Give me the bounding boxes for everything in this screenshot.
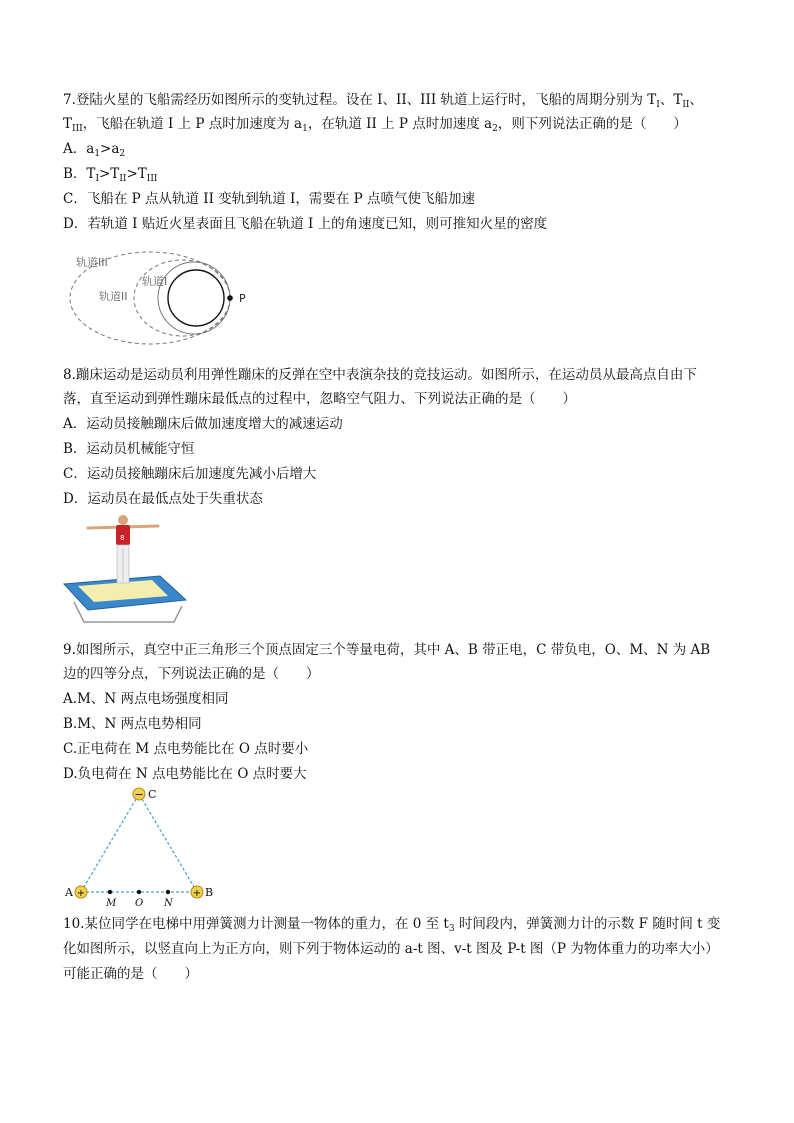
q8-option-b: B．运动员机械能守恒 bbox=[63, 441, 195, 457]
q9-option-a: A.M、N 两点电场强度相同 bbox=[63, 691, 229, 707]
charge-triangle-diagram bbox=[62, 786, 222, 906]
side-ac bbox=[81, 794, 139, 892]
athlete-bib: 8 bbox=[120, 534, 125, 542]
charge-a-sign: + bbox=[76, 888, 86, 899]
point-o-dot bbox=[137, 890, 141, 894]
q8-stem-line1: 8.蹦床运动是运动员利用弹性蹦床的反弹在空中表演杂技的竞技运动。如图所示，在运动员从最高点自由下 bbox=[63, 367, 697, 383]
q7-option-c: C．飞船在 P 点从轨道 II 变轨到轨道 I，需要在 P 点喷气使飞船加速 bbox=[63, 191, 476, 207]
q9-stem-line1: 9.如图所示，真空中正三角形三个顶点固定三个等量电荷，其中 A、B 带正电，C 带负电，O、M、N 为 AB bbox=[63, 642, 711, 658]
point-p-label: P bbox=[239, 292, 246, 305]
trampoline-illustration bbox=[62, 514, 192, 636]
point-p-dot bbox=[227, 295, 233, 301]
charge-c-sign: − bbox=[134, 788, 144, 801]
q9-stem-line2: 边的四等分点，下列说法正确的是（ ） bbox=[63, 666, 320, 682]
orbit-1-label: 轨道I bbox=[142, 275, 168, 288]
mars-circle bbox=[168, 270, 224, 326]
label-o: O bbox=[135, 898, 144, 906]
label-m: M bbox=[106, 898, 117, 906]
q8-option-a: A．运动员接触蹦床后做加速度增大的减速运动 bbox=[63, 416, 343, 432]
q9-option-d: D.负电荷在 N 点电势能比在 O 点时要大 bbox=[63, 766, 307, 782]
q8-option-c: C．运动员接触蹦床后加速度先减小后增大 bbox=[63, 466, 317, 482]
q7-option-a: A．$a_1>a_2$ bbox=[63, 141, 126, 159]
charge-b-sign: + bbox=[192, 888, 202, 899]
q9-option-c: C.正电荷在 M 点电势能比在 O 点时要小 bbox=[63, 741, 309, 757]
side-bc bbox=[139, 794, 197, 892]
label-n: N bbox=[164, 898, 173, 906]
q8-option-d: D．运动员在最低点处于失重状态 bbox=[63, 491, 263, 507]
athlete-head bbox=[118, 515, 128, 525]
point-n-dot bbox=[166, 890, 170, 894]
label-b: B bbox=[205, 886, 214, 899]
orbit-3-label: 轨道III bbox=[76, 256, 108, 269]
orbit-diagram bbox=[66, 244, 266, 354]
q8-stem-line2: 落，直至运动到弹性蹦床最低点的过程中，忽略空气阻力、下列说法正确的是（ ） bbox=[63, 391, 576, 407]
q7-option-b: B．$T_I>T_{II}>T_{III}$ bbox=[63, 166, 158, 184]
point-m-dot bbox=[108, 890, 112, 894]
q9-option-b: B.M、N 两点电势相同 bbox=[63, 716, 202, 732]
q7-stem-line1: 7.登陆火星的飞船需经历如图所示的变轨过程。设在 I、II、III 轨道上运行时，飞船的周期分别为 $T_I$、$T_{II}$、 bbox=[63, 92, 703, 110]
q7-option-d: D．若轨道 I 贴近火星表面且飞船在轨道 I 上的角速度已知，则可推知火星的密度 bbox=[63, 216, 548, 232]
orbit-2-label: 轨道II bbox=[99, 290, 128, 303]
q10-stem-line2: 化如图所示，以竖直向上为正方向，则下列于物体运动的 a-t 图、v-t 图及 P-t 图（P 为物体重力的功率大小） bbox=[63, 941, 719, 957]
q10-stem-line3: 可能正确的是（ ） bbox=[63, 966, 198, 982]
q10-stem-line1: 10.某位同学在电梯中用弹簧测力计测量一物体的重力，在 0 至 $t_3$ 时间段内，弹簧测力计的示数 F 随时间 t 变 bbox=[63, 916, 721, 934]
label-c: C bbox=[148, 788, 157, 801]
label-a: A bbox=[65, 886, 73, 899]
q7-stem-line2: $T_{III}$，飞船在轨道 I 上 P 点时加速度为 $a_1$，在轨道 II 上 P 点时加速度 $a_2$，则下列说法正确的是（ ） bbox=[63, 116, 687, 134]
